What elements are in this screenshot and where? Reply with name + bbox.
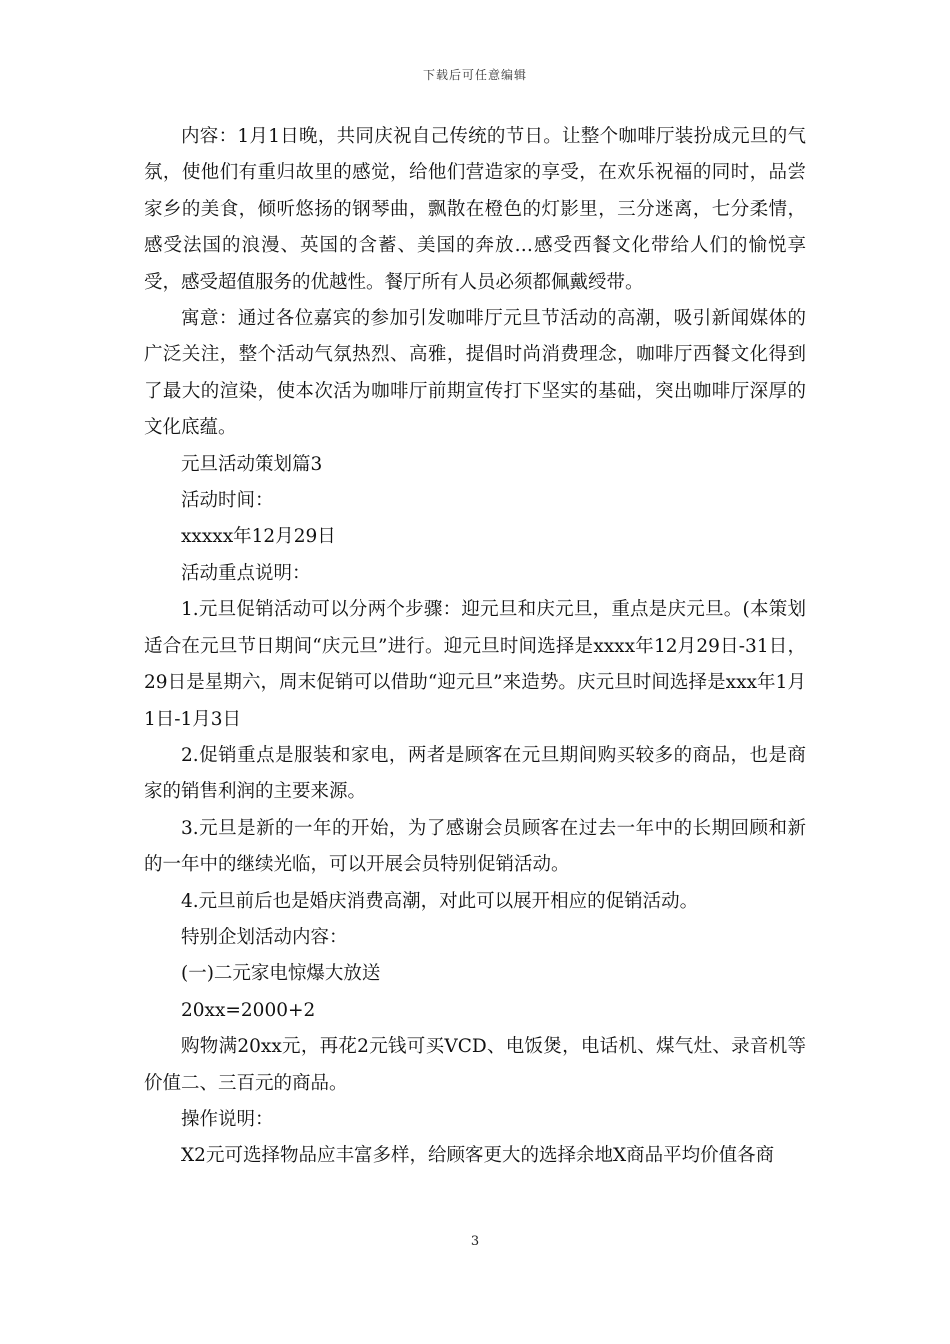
promo-description: 购物满20xx元，再花2元钱可买VCD、电饭煲，电话机、煤气灶、录音机等价值二、三百元的商品。	[144, 1036, 806, 1094]
special-plan-label: 特别企划活动内容：	[181, 926, 348, 948]
operation-label: 操作说明：	[181, 1108, 274, 1130]
operation-text: X2元可选择物品应丰富多样，给顾客更大的选择余地X商品平均价值各商	[181, 1145, 775, 1167]
formula-line: 20xx=2000+2	[181, 999, 316, 1021]
document-body	[144, 119, 806, 1175]
key-points-label: 活动重点说明：	[181, 562, 311, 584]
activity-time-label: 活动时间：	[181, 490, 274, 512]
activity-date: xxxxx年12月29日	[181, 526, 336, 548]
key-point-2: 2.促销重点是服装和家电，两者是顾客在元旦期间购买较多的商品，也是商家的销售利润的主要来源。	[144, 744, 806, 803]
key-point-4: 4.元旦前后也是婚庆消费高潮，对此可以展开相应的促销活动。	[181, 890, 699, 912]
subsection-title: (一)二元家电惊爆大放送	[181, 963, 381, 985]
key-point-1: 1.元旦促销活动可以分两个步骤：迎元旦和庆元旦，重点是庆元旦。(本策划适合在元旦节日期间“庆元旦”进行。迎元旦时间选择是xxxx年12月29日-31日，29日是星期六，周末促销可以借助“迎元旦”来造势。庆元旦时间选择是xxx年1月1日-1月3日	[144, 599, 806, 730]
page-number: 3	[470, 1234, 480, 1249]
paragraph-meaning: 寓意：通过各位嘉宾的参加引发咖啡厅元旦节活动的高潮，吸引新闻媒体的广泛关注，整个活动气氛热烈、高雅，提倡时尚消费理念，咖啡厅西餐文化得到了最大的渲染，使本次活为咖啡厅前期宣传打下坚实的基础，突出咖啡厅深厚的文化底蕴。	[144, 308, 806, 439]
section-title: 元旦活动策划篇3	[181, 453, 323, 475]
paragraph-content: 内容：1月1日晚，共同庆祝自己传统的节日。让整个咖啡厅装扮成元旦的气氛，使他们有重归故里的感觉，给他们营造家的享受，在欢乐祝福的同时，品尝家乡的美食，倾听悠扬的钢琴曲，飘散在橙色的灯影里，三分迷离，七分柔情，感受法国的浪漫、英国的含蓄、美国的奔放…感受西餐文化带给人们的愉悦享受，感受超值服务的优越性。餐厅所有人员必须都佩戴绶带。	[144, 126, 806, 293]
key-point-3: 3.元旦是新的一年的开始，为了感谢会员顾客在过去一年中的长期回顾和新的一年中的继续光临，可以开展会员特别促销活动。	[144, 817, 806, 876]
page-header-note: 下载后可任意编辑	[422, 68, 527, 82]
